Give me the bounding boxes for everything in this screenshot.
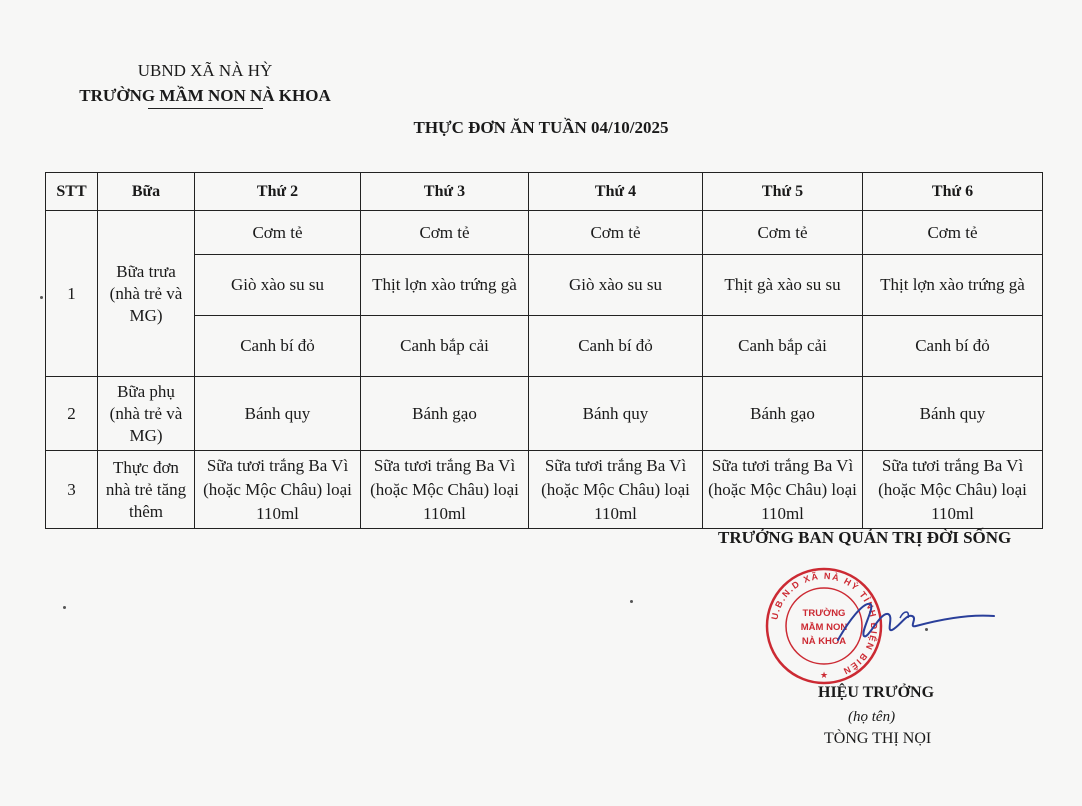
dish-cell: Cơm tẻ xyxy=(529,211,703,255)
board-title: TRƯỞNG BAN QUẢN TRỊ ĐỜI SỐNG xyxy=(718,528,1012,547)
dish-cell: Canh bắp cải xyxy=(703,316,863,377)
dish-cell: Bánh quy xyxy=(863,377,1043,451)
menu-table xyxy=(45,172,1043,529)
dish-cell: Canh bí đỏ xyxy=(529,316,703,377)
document-header xyxy=(60,58,350,108)
stt-cell: 2 xyxy=(46,377,98,451)
table-row xyxy=(46,451,1043,529)
stt-cell: 1 xyxy=(46,211,98,377)
handwritten-signature xyxy=(808,592,998,652)
col-header-thu: Thứ 5 xyxy=(703,173,863,211)
meal-cell: Thực đơn nhà trẻ tăng thêm xyxy=(98,451,195,529)
stt-cell: 3 xyxy=(46,451,98,529)
scan-speck xyxy=(925,628,928,631)
dish-cell: Cơm tẻ xyxy=(195,211,361,255)
dish-cell: Sữa tươi trắng Ba Vì (hoặc Mộc Châu) loại 110ml xyxy=(863,451,1043,529)
table-row xyxy=(46,211,1043,255)
dish-cell: Sữa tươi trắng Ba Vì (hoặc Mộc Châu) loại 110ml xyxy=(195,451,361,529)
col-header-tue: Thứ 3 xyxy=(361,173,529,211)
header-underline xyxy=(148,108,263,109)
table-row xyxy=(46,316,1043,377)
stamp-line: TRƯỜNG xyxy=(802,608,846,619)
dish-cell: Thịt gà xào su su xyxy=(703,255,863,316)
page-title: THỰC ĐƠN ĂN TUẦN 04/10/2025 xyxy=(413,118,669,137)
dish-cell: Canh bí đỏ xyxy=(195,316,361,377)
table-row xyxy=(46,255,1043,316)
dish-cell: Cơm tẻ xyxy=(703,211,863,255)
school-name: TRƯỜNG MẦM NON NÀ KHOA xyxy=(79,86,331,105)
col-header-stt: STT xyxy=(46,173,98,211)
dish-cell: Bánh quy xyxy=(195,377,361,451)
dish-cell: Thịt lợn xào trứng gà xyxy=(863,255,1043,316)
dish-cell: Bánh quy xyxy=(529,377,703,451)
dish-cell: Sữa tươi trắng Ba Vì (hoặc Mộc Châu) loại 110ml xyxy=(361,451,529,529)
scan-speck xyxy=(630,600,633,603)
dish-cell: Bánh gạo xyxy=(361,377,529,451)
scan-speck xyxy=(40,296,43,299)
dish-cell: Sữa tươi trắng Ba Vì (hoặc Mộc Châu) loại 110ml xyxy=(703,451,863,529)
principal-role: HIỆU TRƯỞNG xyxy=(818,684,935,701)
col-header-mon: Thứ 2 xyxy=(195,173,361,211)
table-header-row xyxy=(46,173,1043,211)
dish-cell: Giò xào su su xyxy=(195,255,361,316)
dish-cell: Canh bắp cải xyxy=(361,316,529,377)
stamp-star-icon: ★ xyxy=(819,670,829,680)
stamp-line: MẦM NON xyxy=(800,622,848,633)
principal-name: TÒNG THỊ NỌI xyxy=(824,730,932,747)
stamp-ring-text: U.B.N.D XÃ NÀ HỲ TỈNH ĐIỆN BIÊN xyxy=(769,570,880,677)
stamp-line: NÀ KHOA xyxy=(801,636,847,647)
dish-cell: Cơm tẻ xyxy=(863,211,1043,255)
dish-cell: Cơm tẻ xyxy=(361,211,529,255)
dish-cell: Sữa tươi trắng Ba Vì (hoặc Mộc Châu) loại 110ml xyxy=(529,451,703,529)
table-row xyxy=(46,377,1043,451)
col-header-meal: Bữa xyxy=(98,173,195,211)
meal-cell: Bữa phụ (nhà trẻ và MG) xyxy=(98,377,195,451)
meal-cell: Bữa trưa (nhà trẻ và MG) xyxy=(98,211,195,377)
dish-cell: Giò xào su su xyxy=(529,255,703,316)
dish-cell: Bánh gạo xyxy=(703,377,863,451)
org-name: UBND XÃ NÀ HỲ xyxy=(137,61,273,80)
name-note: (họ tên) xyxy=(848,709,896,725)
dish-cell: Thịt lợn xào trứng gà xyxy=(361,255,529,316)
scan-speck xyxy=(63,606,66,609)
col-header-wed: Thứ 4 xyxy=(529,173,703,211)
dish-cell: Canh bí đỏ xyxy=(863,316,1043,377)
col-header-fri: Thứ 6 xyxy=(863,173,1043,211)
